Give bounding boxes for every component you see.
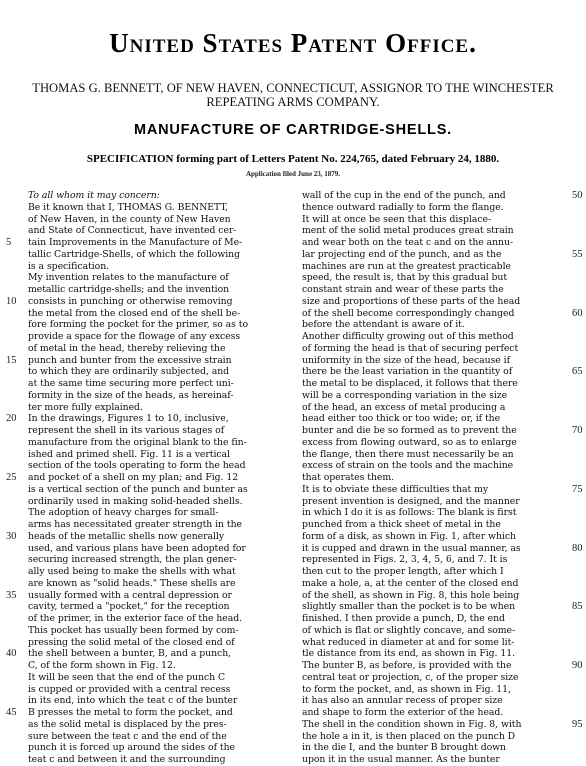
text-line: The adoption of heavy charges for small- [28, 507, 219, 519]
text-line: It will be seen that the end of the punch C [28, 671, 226, 683]
text-line: the metal to be displaced, it follows that there [302, 378, 518, 389]
line-number-left: 45 [6, 707, 17, 718]
text-line: excess from flowing outward, so as to enlarge [302, 436, 517, 448]
line-number-right: 95 [572, 718, 583, 730]
text-line: securing increased strength, the plan gener- [28, 554, 237, 566]
specification-line: SPECIFICATION forming part of Letters Patent No. 224,765, dated February 24, 1880. [86, 153, 500, 165]
text-line: My invention relates to the manufacture of [28, 272, 229, 284]
text-line: ter more fully explained. [28, 401, 143, 413]
text-line: upon it in the usual manner. As the bunter [302, 754, 500, 765]
text-line: constant strain and wear of these parts the [302, 284, 504, 295]
text-line: is cupped or provided with a central recess [28, 683, 231, 695]
text-line: and pocket of a shell on my plan; and Fig. 12 [28, 472, 239, 483]
text-line: lar projecting end of the punch, and as the [302, 248, 502, 260]
text-line: to form the pocket, and, as shown in Fig. 11, [302, 683, 511, 695]
text-line: and shape to form the exterior of the head. [302, 707, 504, 718]
text-line: is a specification. [28, 260, 110, 272]
text-line: ment of the solid metal produces great strain [302, 225, 514, 237]
text-line: thence outward radially to form the flange. [302, 201, 504, 213]
text-line: metallic cartridge-shells; and the invention [28, 284, 230, 295]
text-line: make a hole, a, at the center of the closed end [302, 577, 519, 589]
text-line: then cut to the proper length, after which I [302, 566, 504, 577]
text-line: represented in Figs. 2, 3, 4, 5, 6, and 7. It is [302, 554, 508, 566]
line-number-left: 25 [6, 472, 17, 483]
text-line: fore forming the pocket for the primer, so as to [28, 319, 249, 331]
text-line: punch it is forced up around the sides of the [28, 742, 235, 754]
text-line: tallic Cartridge-Shells, of which the following [28, 248, 240, 260]
text-line: speed, the result is, that by this gradual but [302, 272, 508, 284]
line-number-right: 80 [572, 542, 583, 554]
text-line: present invention is designed, and the manner [302, 495, 520, 507]
text-line: slightly smaller than the pocket is to be when [302, 601, 516, 613]
line-number-left: 35 [6, 589, 17, 601]
text-line: wall of the cup in the end of the punch, and [302, 190, 506, 201]
text-line: and State of Connecticut, have invented cer- [28, 225, 237, 237]
text-line: head either too thick or too wide; or, if the [302, 413, 501, 425]
text-line: are known as "solid heads." These shells are [28, 577, 236, 589]
text-line: punched from a thick sheet of metal in the [302, 519, 501, 530]
text-line: Another difficulty growing out of this method [302, 331, 514, 342]
text-line: and wear both on the teat c and on the annu- [302, 237, 514, 248]
text-line: The shell in the condition shown in Fig. 8, with [302, 718, 522, 730]
line-number-left: 10 [6, 295, 17, 307]
text-line: used, and various plans have been adopted for [28, 542, 246, 554]
text-line: uniformity in the size of the head, because if [302, 354, 510, 366]
text-line: of which is flat or slightly concave, and some- [302, 624, 516, 636]
text-line: punch and bunter from the excessive strain [28, 354, 232, 366]
text-line: arms has necessitated greater strength in the [28, 519, 242, 530]
text-line: To all whom it may concern: [28, 190, 160, 201]
text-line: provide a space for the flowage of any excess [28, 331, 241, 342]
right-text-column [302, 190, 570, 766]
text-line: In the drawings, Figures 1 to 10, inclusive, [28, 413, 229, 425]
text-line: of the head, an excess of metal producing a [302, 401, 506, 413]
text-line: Be it known that I, THOMAS G. BENNETT, [28, 201, 229, 213]
text-line: in its end, into which the teat c of the bunter [28, 695, 238, 707]
text-line: to which they are ordinarily subjected, and [28, 366, 230, 378]
text-line: in which I do it is as follows: The blank is first [302, 507, 517, 519]
text-line: B presses the metal to form the pocket, and [28, 707, 233, 718]
text-line: usually formed with a central depression or [28, 589, 232, 601]
line-number-right: 90 [572, 660, 583, 671]
text-line: size and proportions of these parts of the head [302, 295, 521, 307]
line-number-right: 85 [572, 601, 583, 613]
line-number-left: 40 [6, 648, 17, 660]
text-line: excess of strain on the tools and the machine [302, 460, 514, 472]
text-line: consists in punching or otherwise removing [28, 295, 233, 307]
text-line: it has also an annular recess of proper size [302, 695, 503, 707]
patent-title: MANUFACTURE OF CARTRIDGE-SHELLS. [133, 122, 452, 138]
line-number-left: 20 [6, 413, 17, 425]
text-line: It will at once be seen that this displace- [302, 213, 492, 225]
inventor-assignee-line: THOMAS G. BENNETT, OF NEW HAVEN, CONNECTICUT, ASSIGNOR TO THE WINCHESTER REPEATING ARMS COMPANY. [32, 81, 554, 109]
text-line: is a vertical section of the punch and bunter as [28, 483, 248, 495]
line-number-right: 50 [572, 190, 583, 201]
left-text-column [28, 190, 296, 766]
text-line: ally used being to make the shells with what [28, 566, 236, 577]
text-line: of metal in the head, thereby relieving the [28, 342, 226, 354]
text-line: manufacture from the original blank to the fin- [28, 436, 247, 448]
text-line: It is to obviate these difficulties that my [302, 483, 489, 495]
text-line: at the same time securing more perfect uni- [28, 378, 234, 389]
text-line: represent the shell in its various stages of [28, 425, 225, 436]
text-line: ordinarily used in making solid-headed shells. [28, 495, 243, 507]
line-number-right: 60 [572, 307, 583, 319]
text-line: formity in the size of the heads, as hereinaf- [28, 389, 234, 401]
text-line: of the shell become correspondingly changed [302, 307, 515, 319]
text-line: of forming the head is that of securing perfect [302, 342, 519, 354]
text-line: form of a disk, as shown in Fig. 1, after which [302, 530, 516, 542]
line-number-right: 70 [572, 425, 583, 436]
text-line: sure between the teat c and the end of the [28, 730, 227, 742]
text-line: central teat or projection, c, of the proper size [302, 671, 519, 683]
text-line: C, of the form shown in Fig. 12. [28, 660, 176, 671]
text-line: the hole a in it, is then placed on the punch D [302, 730, 516, 742]
text-line: tle distance from its end, as shown in Fig. 11. [302, 648, 515, 660]
text-line: what reduced in diameter at and for some lit- [302, 636, 515, 648]
line-number-left: 15 [6, 354, 17, 366]
text-line: of New Haven, in the county of New Haven [28, 213, 231, 225]
text-line: tain Improvements in the Manufacture of Me- [28, 237, 243, 248]
text-line: teat c and between it and the surrounding [28, 754, 226, 765]
line-number-right: 75 [572, 483, 583, 495]
text-line: it is cupped and drawn in the usual manner, as [302, 542, 521, 554]
text-line: the metal from the closed end of the shell be- [28, 307, 241, 319]
text-line: will be a corresponding variation in the size [302, 389, 508, 401]
text-line: of the primer, in the exterior face of the head. [28, 613, 243, 624]
office-heading: United States Patent Office. [109, 28, 477, 58]
text-line: finished. I then provide a punch, D, the end [302, 613, 505, 624]
text-line: machines are run at the greatest practicable [302, 260, 511, 272]
text-line: ished and primed shell. Fig. 11 is a vertical [28, 448, 230, 460]
line-number-left: 30 [6, 530, 17, 542]
text-line: This pocket has usually been formed by com- [28, 624, 239, 636]
text-line: the flange, then there must necessarily be an [302, 448, 514, 460]
text-line: as the solid metal is displaced by the pres- [28, 718, 227, 730]
text-line: before the attendant is aware of it. [302, 319, 465, 331]
text-line: that operates them. [302, 472, 395, 483]
line-number-right: 55 [572, 248, 583, 260]
text-line: pressing the solid metal of the closed end of [28, 636, 235, 648]
text-line: in the die I, and the bunter B brought down [302, 742, 506, 754]
text-line: The bunter B, as before, is provided with the [302, 660, 512, 671]
text-line: there be the least variation in the quantity of [302, 366, 513, 378]
text-line: cavity, termed a "pocket," for the reception [28, 601, 230, 613]
text-line: bunter and die be so formed as to prevent the [302, 425, 517, 436]
filed-date-line: Application filed June 23, 1879. [245, 170, 341, 178]
text-line: the shell between a bunter, B, and a punch, [28, 648, 232, 660]
text-line: of the shell, as shown in Fig. 8, this hole being [302, 589, 520, 601]
line-number-right: 65 [572, 366, 583, 378]
line-number-left: 5 [6, 237, 12, 248]
text-line: section of the tools operating to form the head [28, 460, 246, 472]
text-line: heads of the metallic shells now generally [28, 530, 225, 542]
